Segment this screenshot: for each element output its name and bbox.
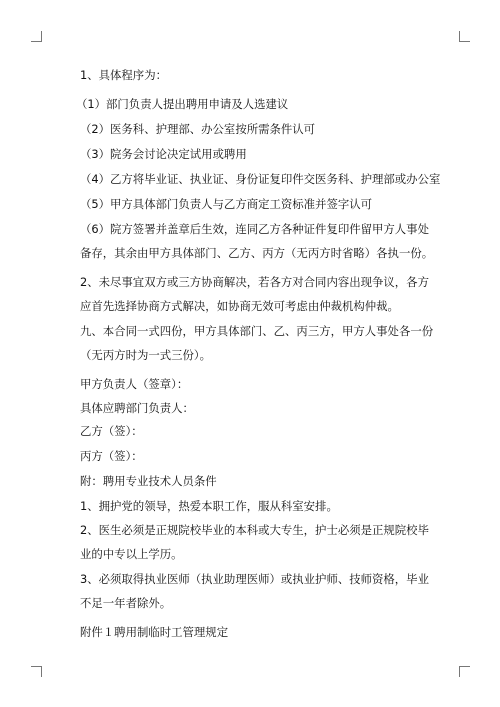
signature-party-a: 甲方负责人（签章）： (80, 377, 189, 391)
paragraph-item-nine: 九、本合同一式四份，甲方具体部门、乙、丙三方，甲方人事处各一份（无丙方时为一式三份）。 (80, 324, 434, 362)
crop-mark-top-left (31, 31, 42, 42)
paragraph-item-2: 2、未尽事宜双方或三方协商解决，若各方对合同内容出现争议，各方应首先选择协商方式解决，如协商无效可考虑由仲裁机构仲裁。 (80, 275, 429, 313)
paragraph-step-5: （5）甲方具体部门负责人与乙方商定工资标准并签字认可 (80, 197, 373, 211)
crop-mark-bottom-right (459, 666, 470, 677)
paragraph-step-3: （3）院务会讨论决定试用或聘用 (80, 147, 247, 161)
crop-mark-top-right (459, 31, 470, 42)
paragraph-step-2: （2）医务科、护理部、办公室按所需条件认可 (80, 122, 316, 136)
paragraph-step-6: （6）院方签署并盖章后生效，连同乙方各种证件复印件留甲方人事处备存，其余由甲方具体部门、乙方、丙方（无丙方时省略）各执一份。 (80, 222, 434, 260)
crop-mark-bottom-left (31, 666, 42, 677)
signature-party-b: 乙方（签）： (80, 424, 143, 438)
paragraph-procedure-heading: 1、具体程序为： (80, 68, 167, 82)
appendix-heading: 附：聘用专业技术人员条件 (80, 474, 217, 488)
paragraph-step-4: （4）乙方将毕业证、执业证、身份证复印件交医务科、护理部或办公室 (80, 172, 441, 186)
signature-party-c: 丙方（签）： (80, 449, 143, 463)
condition-1: 1、拥护党的领导，热爱本职工作，服从科室安排。 (80, 499, 338, 513)
attachment-1-title: 附件１聘用制临时工管理规定 (80, 625, 229, 639)
paragraph-step-1: （1）部门负责人提出聘用申请及人选建议 (76, 97, 289, 111)
condition-3: 3、必须取得执业医师（执业助理医师）或执业护师、技师资格，毕业不足一年者除外。 (80, 572, 429, 610)
condition-2: 2、医生必须是正规院校毕业的本科或大专生，护士必须是正规院校毕业的中专以上学历。 (80, 523, 429, 561)
signature-department-head: 具体应聘部门负责人： (80, 401, 194, 415)
